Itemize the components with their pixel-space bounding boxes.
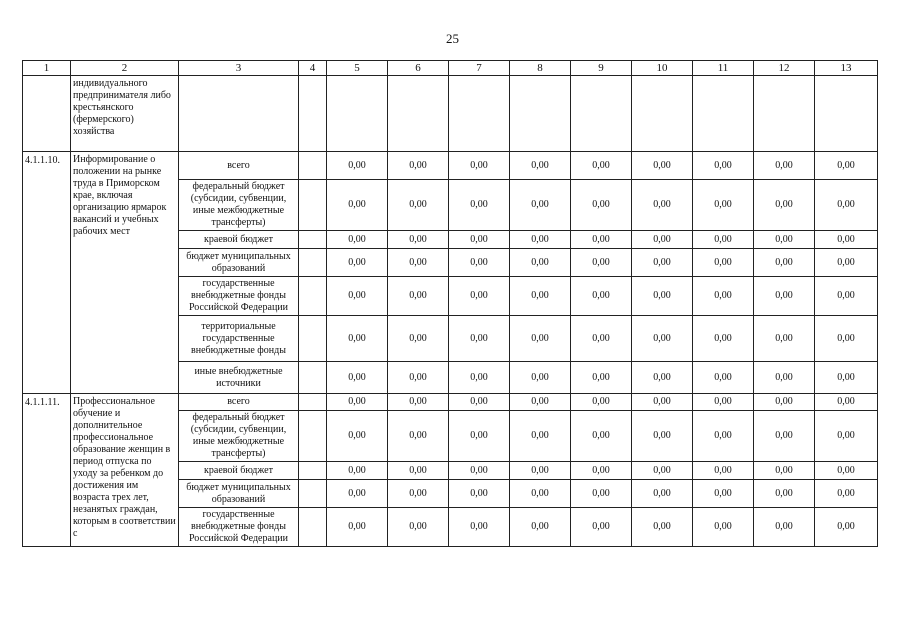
column-header: 10 [632,61,693,76]
amount-cell: 0,00 [327,480,388,508]
empty-cell [693,76,754,152]
empty-cell [299,180,327,231]
amount-cell: 0,00 [632,508,693,547]
amount-cell: 0,00 [571,180,632,231]
empty-cell [327,76,388,152]
empty-cell [510,76,571,152]
amount-cell: 0,00 [510,231,571,249]
amount-cell: 0,00 [815,508,878,547]
empty-cell [299,394,327,411]
amount-cell: 0,00 [754,316,815,362]
amount-cell: 0,00 [632,277,693,316]
funding-source: всего [179,394,299,411]
empty-cell [179,76,299,152]
amount-cell: 0,00 [449,508,510,547]
amount-cell: 0,00 [449,180,510,231]
column-header: 8 [510,61,571,76]
amount-cell: 0,00 [693,249,754,277]
amount-cell: 0,00 [815,411,878,462]
amount-cell: 0,00 [632,249,693,277]
amount-cell: 0,00 [754,231,815,249]
amount-cell: 0,00 [693,277,754,316]
amount-cell: 0,00 [571,480,632,508]
empty-cell [815,76,878,152]
column-header: 1 [23,61,71,76]
amount-cell: 0,00 [571,231,632,249]
amount-cell: 0,00 [632,362,693,394]
continuation-code-cell [23,76,71,152]
amount-cell: 0,00 [815,316,878,362]
amount-cell: 0,00 [754,249,815,277]
funding-source: бюджет муниципальных образований [179,249,299,277]
amount-cell: 0,00 [449,480,510,508]
amount-cell: 0,00 [449,394,510,411]
amount-cell: 0,00 [388,180,449,231]
amount-cell: 0,00 [571,462,632,480]
amount-cell: 0,00 [388,480,449,508]
section-name: Профессиональное обучение и дополнительное профессиональное образование женщин в период отпуска по уходу за ребенком до достижения им возраста трех лет, незанятых граждан, которым в соответствии с [71,394,179,547]
amount-cell: 0,00 [571,411,632,462]
amount-cell: 0,00 [815,152,878,180]
empty-cell [571,76,632,152]
amount-cell: 0,00 [327,394,388,411]
funding-source: иные внебюджетные источники [179,362,299,394]
amount-cell: 0,00 [815,394,878,411]
amount-cell: 0,00 [449,362,510,394]
empty-cell [299,508,327,547]
empty-cell [388,76,449,152]
amount-cell: 0,00 [388,249,449,277]
empty-cell [632,76,693,152]
table-row [23,394,878,411]
empty-cell [299,277,327,316]
funding-source: всего [179,152,299,180]
amount-cell: 0,00 [327,277,388,316]
section-code: 4.1.1.11. [23,394,71,547]
amount-cell: 0,00 [327,362,388,394]
amount-cell: 0,00 [815,277,878,316]
column-header: 5 [327,61,388,76]
amount-cell: 0,00 [449,316,510,362]
funding-source: государственные внебюджетные фонды Российской Федерации [179,277,299,316]
amount-cell: 0,00 [449,152,510,180]
amount-cell: 0,00 [632,394,693,411]
column-header: 7 [449,61,510,76]
amount-cell: 0,00 [510,394,571,411]
empty-cell [299,462,327,480]
amount-cell: 0,00 [510,249,571,277]
amount-cell: 0,00 [571,508,632,547]
amount-cell: 0,00 [693,462,754,480]
amount-cell: 0,00 [510,180,571,231]
amount-cell: 0,00 [388,231,449,249]
amount-cell: 0,00 [388,152,449,180]
amount-cell: 0,00 [327,180,388,231]
amount-cell: 0,00 [754,508,815,547]
empty-cell [299,480,327,508]
amount-cell: 0,00 [754,411,815,462]
amount-cell: 0,00 [327,462,388,480]
table-row [23,152,878,180]
amount-cell: 0,00 [571,394,632,411]
amount-cell: 0,00 [693,316,754,362]
funding-source: территориальные государственные внебюджетные фонды [179,316,299,362]
amount-cell: 0,00 [754,480,815,508]
amount-cell: 0,00 [327,231,388,249]
amount-cell: 0,00 [510,316,571,362]
amount-cell: 0,00 [815,462,878,480]
column-header-row [23,61,878,76]
column-header: 4 [299,61,327,76]
amount-cell: 0,00 [632,231,693,249]
column-header: 3 [179,61,299,76]
empty-cell [299,362,327,394]
amount-cell: 0,00 [571,362,632,394]
amount-cell: 0,00 [449,231,510,249]
funding-source: краевой бюджет [179,231,299,249]
amount-cell: 0,00 [327,316,388,362]
funding-source: бюджет муниципальных образований [179,480,299,508]
amount-cell: 0,00 [388,316,449,362]
amount-cell: 0,00 [754,277,815,316]
amount-cell: 0,00 [388,394,449,411]
amount-cell: 0,00 [693,411,754,462]
funding-source: федеральный бюджет (субсидии, субвенции, иные межбюджетные трансферты) [179,180,299,231]
amount-cell: 0,00 [632,152,693,180]
amount-cell: 0,00 [571,249,632,277]
amount-cell: 0,00 [571,152,632,180]
amount-cell: 0,00 [449,249,510,277]
amount-cell: 0,00 [693,480,754,508]
empty-cell [299,411,327,462]
empty-cell [299,231,327,249]
empty-cell [449,76,510,152]
amount-cell: 0,00 [510,362,571,394]
empty-cell [754,76,815,152]
amount-cell: 0,00 [632,480,693,508]
amount-cell: 0,00 [815,180,878,231]
amount-cell: 0,00 [754,152,815,180]
section-name: Информирование о положении на рынке труда в Приморском крае, включая организацию ярмарок вакансий и учебных рабочих мест [71,152,179,394]
funding-source: государственные внебюджетные фонды Российской Федерации [179,508,299,547]
column-header: 13 [815,61,878,76]
amount-cell: 0,00 [632,180,693,231]
amount-cell: 0,00 [632,411,693,462]
amount-cell: 0,00 [754,362,815,394]
amount-cell: 0,00 [510,462,571,480]
amount-cell: 0,00 [327,508,388,547]
amount-cell: 0,00 [693,180,754,231]
funding-source: краевой бюджет [179,462,299,480]
amount-cell: 0,00 [449,277,510,316]
page-number: 25 [446,31,459,46]
amount-cell: 0,00 [449,411,510,462]
continuation-row [23,76,878,152]
budget-table [22,60,878,547]
amount-cell: 0,00 [388,462,449,480]
amount-cell: 0,00 [571,277,632,316]
amount-cell: 0,00 [571,316,632,362]
column-header: 11 [693,61,754,76]
amount-cell: 0,00 [388,508,449,547]
continuation-text: индивидуального предпринимателя либо крестьянского (фермерского) хозяйства [71,76,179,152]
amount-cell: 0,00 [388,277,449,316]
column-header: 9 [571,61,632,76]
amount-cell: 0,00 [815,362,878,394]
amount-cell: 0,00 [754,462,815,480]
amount-cell: 0,00 [632,462,693,480]
amount-cell: 0,00 [510,411,571,462]
amount-cell: 0,00 [815,231,878,249]
amount-cell: 0,00 [510,508,571,547]
amount-cell: 0,00 [327,152,388,180]
funding-source: федеральный бюджет (субсидии, субвенции, иные межбюджетные трансферты) [179,411,299,462]
amount-cell: 0,00 [693,362,754,394]
amount-cell: 0,00 [693,231,754,249]
amount-cell: 0,00 [327,411,388,462]
section-code: 4.1.1.10. [23,152,71,394]
amount-cell: 0,00 [449,462,510,480]
column-header: 2 [71,61,179,76]
amount-cell: 0,00 [754,394,815,411]
amount-cell: 0,00 [388,411,449,462]
column-header: 6 [388,61,449,76]
amount-cell: 0,00 [693,508,754,547]
empty-cell [299,152,327,180]
column-header: 12 [754,61,815,76]
empty-cell [299,76,327,152]
amount-cell: 0,00 [693,394,754,411]
amount-cell: 0,00 [510,152,571,180]
amount-cell: 0,00 [510,480,571,508]
amount-cell: 0,00 [815,480,878,508]
amount-cell: 0,00 [754,180,815,231]
amount-cell: 0,00 [510,277,571,316]
empty-cell [299,249,327,277]
amount-cell: 0,00 [815,249,878,277]
amount-cell: 0,00 [388,362,449,394]
amount-cell: 0,00 [327,249,388,277]
amount-cell: 0,00 [693,152,754,180]
empty-cell [299,316,327,362]
amount-cell: 0,00 [632,316,693,362]
